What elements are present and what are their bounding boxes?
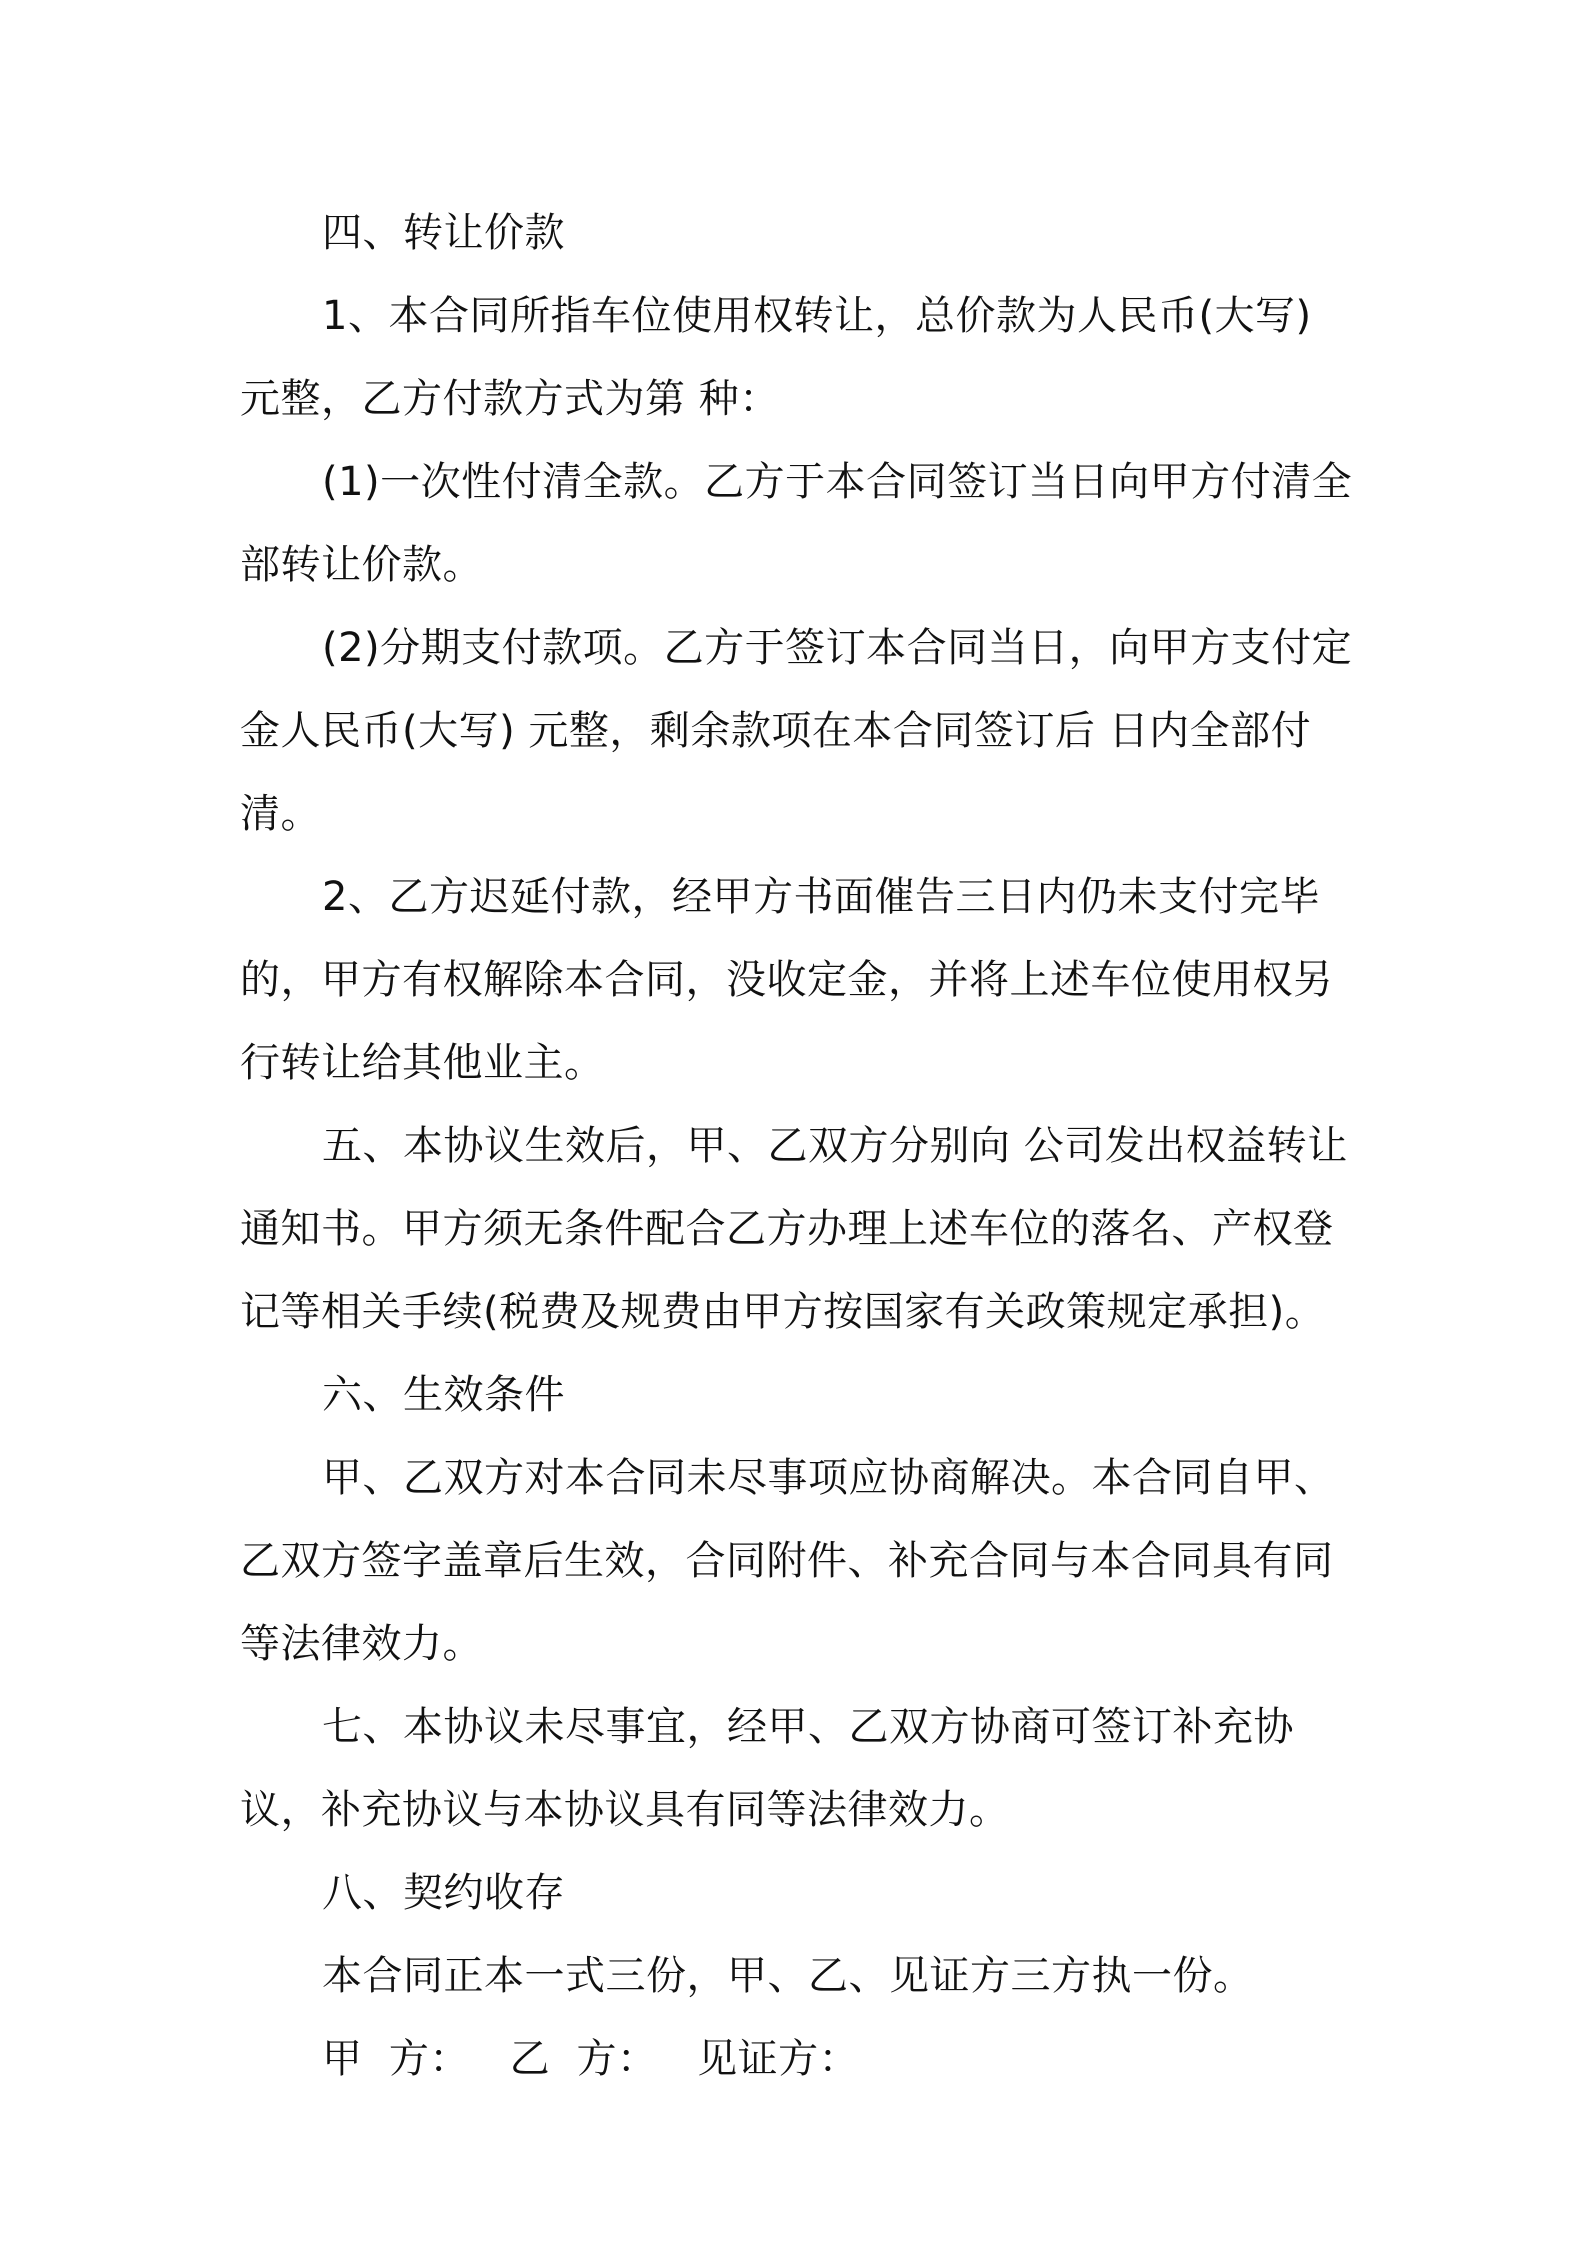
section-heading-price: 四、转让价款 [322, 210, 565, 256]
signature-line: 甲 方： 乙 方： 见证方： [322, 2036, 860, 2082]
clause-payment-option-2: (2)分期支付款项。乙方于签订本合同当日，向甲方支付定金人民币(大写) 元整，剩余款项在本合同签订后 日内全部付清。 [240, 625, 1353, 837]
clause-supplementary: 七、本协议未尽事宜，经甲、乙双方协商可签订补充协议，补充协议与本协议具有同等法律效力。 [240, 1704, 1294, 1833]
clause-copies: 本合同正本一式三份，甲、乙、见证方三方执一份。 [322, 1953, 1254, 1999]
clause-payment-option-1: (1)一次性付清全款。乙方于本合同签订当日向甲方付清全部转让价款。 [240, 459, 1353, 588]
clause-late-payment: 2、乙方迟延付款，经甲方书面催告三日内仍未支付完毕的，甲方有权解除本合同，没收定金，并将上述车位使用权另行转让给其他业主。 [240, 874, 1334, 1086]
clause-effect-conditions: 甲、乙双方对本合同未尽事项应协商解决。本合同自甲、乙双方签字盖章后生效，合同附件、补充合同与本合同具有同等法律效力。 [240, 1455, 1335, 1667]
section-heading-effect: 六、生效条件 [322, 1372, 565, 1418]
document-body [240, 192, 1360, 2101]
section-heading-copies: 八、契约收存 [322, 1870, 565, 1916]
clause-transfer-notice: 五、本协议生效后，甲、乙双方分别向 公司发出权益转让通知书。甲方须无条件配合乙方办理上述车位的落名、产权登记等相关手续(税费及规费由甲方按国家有关政策规定承担)。 [240, 1123, 1348, 1335]
clause-total-price: 1、本合同所指车位使用权转让，总价款为人民币(大写) 元整，乙方付款方式为第 种： [240, 293, 1312, 422]
